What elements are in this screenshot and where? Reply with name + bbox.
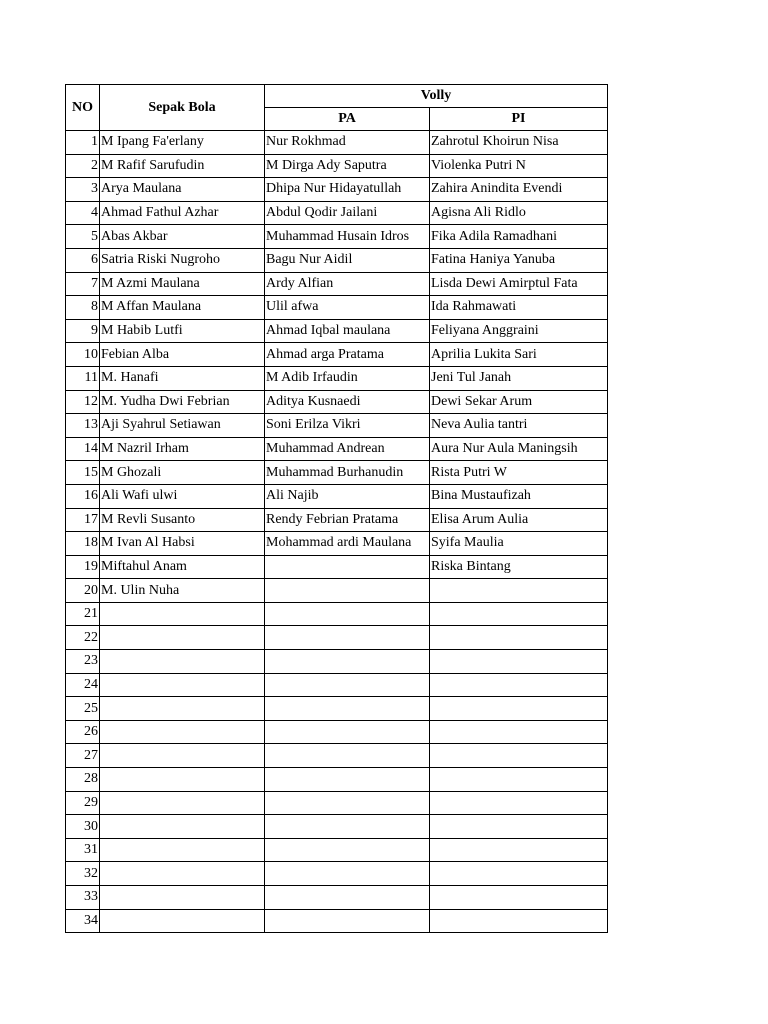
table-row <box>66 390 608 414</box>
row-number-cell: 27 <box>66 744 100 768</box>
table-row <box>66 319 608 343</box>
sepak-bola-name-cell <box>100 720 265 744</box>
sepak-bola-name-cell: M Habib Lutfi <box>100 319 265 343</box>
table-row <box>66 555 608 579</box>
sepak-bola-name-cell <box>100 838 265 862</box>
volly-pi-name-cell: Feliyana Anggraini <box>430 319 608 343</box>
row-number-cell: 15 <box>66 461 100 485</box>
volly-pi-name-cell <box>430 886 608 910</box>
row-number-cell: 20 <box>66 579 100 603</box>
sepak-bola-name-cell: M Affan Maulana <box>100 296 265 320</box>
volly-pa-name-cell: Ulil afwa <box>265 296 430 320</box>
table-row <box>66 532 608 556</box>
volly-pa-name-cell <box>265 555 430 579</box>
volly-pi-name-cell: Ida Rahmawati <box>430 296 608 320</box>
sepak-bola-name-cell <box>100 744 265 768</box>
volly-pi-name-cell: Elisa Arum Aulia <box>430 508 608 532</box>
table-row <box>66 650 608 674</box>
volly-pi-name-cell: Jeni Tul Janah <box>430 366 608 390</box>
volly-pa-name-cell: M Adib Irfaudin <box>265 366 430 390</box>
volly-pa-name-cell: Muhammad Husain Idros <box>265 225 430 249</box>
volly-pi-name-cell: Lisda Dewi Amirptul Fata <box>430 272 608 296</box>
volly-pi-name-cell <box>430 650 608 674</box>
sepak-bola-name-cell: M Rafif Sarufudin <box>100 154 265 178</box>
volly-pa-name-cell <box>265 909 430 933</box>
volly-pa-name-cell: Aditya Kusnaedi <box>265 390 430 414</box>
row-number-cell: 13 <box>66 414 100 438</box>
volly-pa-name-cell: Muhammad Andrean <box>265 437 430 461</box>
row-number-cell: 16 <box>66 484 100 508</box>
row-number-cell: 33 <box>66 886 100 910</box>
table-row <box>66 579 608 603</box>
sepak-bola-name-cell <box>100 815 265 839</box>
sepak-bola-name-cell: Ahmad Fathul Azhar <box>100 201 265 225</box>
table-body <box>66 131 608 933</box>
sepak-bola-name-cell <box>100 673 265 697</box>
row-number-cell: 31 <box>66 838 100 862</box>
header-volly: Volly <box>265 85 608 108</box>
table-row <box>66 791 608 815</box>
volly-pa-name-cell <box>265 673 430 697</box>
volly-pa-name-cell <box>265 862 430 886</box>
table-row <box>66 886 608 910</box>
table-row <box>66 154 608 178</box>
table-row <box>66 815 608 839</box>
sepak-bola-name-cell <box>100 626 265 650</box>
volly-pi-name-cell: Aura Nur Aula Maningsih <box>430 437 608 461</box>
header-no: NO <box>66 85 100 131</box>
volly-pa-name-cell: Abdul Qodir Jailani <box>265 201 430 225</box>
volly-pa-name-cell: Nur Rokhmad <box>265 131 430 155</box>
row-number-cell: 24 <box>66 673 100 697</box>
row-number-cell: 8 <box>66 296 100 320</box>
volly-pi-name-cell <box>430 697 608 721</box>
volly-pi-name-cell: Syifa Maulia <box>430 532 608 556</box>
volly-pa-name-cell: Mohammad ardi Maulana <box>265 532 430 556</box>
table-row <box>66 437 608 461</box>
row-number-cell: 10 <box>66 343 100 367</box>
sepak-bola-name-cell: M Ghozali <box>100 461 265 485</box>
volly-pa-name-cell <box>265 697 430 721</box>
volly-pi-name-cell: Rista Putri W <box>430 461 608 485</box>
table-row <box>66 508 608 532</box>
table-row <box>66 248 608 272</box>
volly-pa-name-cell <box>265 626 430 650</box>
table-row <box>66 461 608 485</box>
table-row <box>66 909 608 933</box>
row-number-cell: 1 <box>66 131 100 155</box>
sepak-bola-name-cell: Febian Alba <box>100 343 265 367</box>
row-number-cell: 21 <box>66 602 100 626</box>
sepak-bola-name-cell: Ali Wafi ulwi <box>100 484 265 508</box>
row-number-cell: 4 <box>66 201 100 225</box>
row-number-cell: 5 <box>66 225 100 249</box>
volly-pa-name-cell <box>265 720 430 744</box>
volly-pa-name-cell: Rendy Febrian Pratama <box>265 508 430 532</box>
row-number-cell: 32 <box>66 862 100 886</box>
volly-pa-name-cell <box>265 650 430 674</box>
sepak-bola-name-cell: M. Ulin Nuha <box>100 579 265 603</box>
row-number-cell: 19 <box>66 555 100 579</box>
volly-pi-name-cell <box>430 768 608 792</box>
volly-pi-name-cell: Riska Bintang <box>430 555 608 579</box>
row-number-cell: 7 <box>66 272 100 296</box>
header-row-top <box>66 85 608 108</box>
volly-pi-name-cell <box>430 579 608 603</box>
volly-pa-name-cell: Soni Erilza Vikri <box>265 414 430 438</box>
volly-pa-name-cell: Ali Najib <box>265 484 430 508</box>
row-number-cell: 28 <box>66 768 100 792</box>
volly-pa-name-cell <box>265 838 430 862</box>
sepak-bola-name-cell: M. Hanafi <box>100 366 265 390</box>
volly-pa-name-cell <box>265 886 430 910</box>
volly-pi-name-cell: Zahira Anindita Evendi <box>430 178 608 202</box>
volly-pi-name-cell <box>430 838 608 862</box>
table-row <box>66 862 608 886</box>
table-row <box>66 484 608 508</box>
volly-pi-name-cell <box>430 626 608 650</box>
volly-pi-name-cell <box>430 720 608 744</box>
sepak-bola-name-cell <box>100 697 265 721</box>
sepak-bola-name-cell: Satria Riski Nugroho <box>100 248 265 272</box>
volly-pa-name-cell <box>265 815 430 839</box>
volly-pi-name-cell: Zahrotul Khoirun Nisa <box>430 131 608 155</box>
volly-pa-name-cell: Ahmad Iqbal maulana <box>265 319 430 343</box>
sepak-bola-name-cell: Abas Akbar <box>100 225 265 249</box>
header-pa: PA <box>265 108 430 131</box>
header-pi: PI <box>430 108 608 131</box>
volly-pa-name-cell <box>265 744 430 768</box>
volly-pi-name-cell: Bina Mustaufizah <box>430 484 608 508</box>
volly-pa-name-cell <box>265 768 430 792</box>
volly-pi-name-cell: Fika Adila Ramadhani <box>430 225 608 249</box>
row-number-cell: 3 <box>66 178 100 202</box>
volly-pa-name-cell: Dhipa Nur Hidayatullah <box>265 178 430 202</box>
volly-pa-name-cell: Ardy Alfian <box>265 272 430 296</box>
table-row <box>66 838 608 862</box>
volly-pa-name-cell: Ahmad arga Pratama <box>265 343 430 367</box>
sepak-bola-name-cell <box>100 909 265 933</box>
table-header <box>66 85 608 131</box>
volly-pa-name-cell: Muhammad Burhanudin <box>265 461 430 485</box>
volly-pa-name-cell <box>265 602 430 626</box>
row-number-cell: 14 <box>66 437 100 461</box>
sepak-bola-name-cell: M Revli Susanto <box>100 508 265 532</box>
row-number-cell: 6 <box>66 248 100 272</box>
sepak-bola-name-cell: Aji Syahrul Setiawan <box>100 414 265 438</box>
table-row <box>66 131 608 155</box>
sepak-bola-name-cell <box>100 650 265 674</box>
table-row <box>66 626 608 650</box>
sepak-bola-name-cell: M. Yudha Dwi Febrian <box>100 390 265 414</box>
table-row <box>66 201 608 225</box>
table-row <box>66 720 608 744</box>
row-number-cell: 34 <box>66 909 100 933</box>
row-number-cell: 22 <box>66 626 100 650</box>
roster-table <box>65 84 608 933</box>
table-row <box>66 602 608 626</box>
table-row <box>66 272 608 296</box>
volly-pi-name-cell: Agisna Ali Ridlo <box>430 201 608 225</box>
row-number-cell: 25 <box>66 697 100 721</box>
volly-pi-name-cell <box>430 791 608 815</box>
row-number-cell: 9 <box>66 319 100 343</box>
table-row <box>66 343 608 367</box>
row-number-cell: 18 <box>66 532 100 556</box>
row-number-cell: 11 <box>66 366 100 390</box>
volly-pi-name-cell <box>430 673 608 697</box>
volly-pa-name-cell: M Dirga Ady Saputra <box>265 154 430 178</box>
volly-pa-name-cell: Bagu Nur Aidil <box>265 248 430 272</box>
volly-pa-name-cell <box>265 791 430 815</box>
sepak-bola-name-cell <box>100 886 265 910</box>
table-row <box>66 178 608 202</box>
volly-pi-name-cell <box>430 744 608 768</box>
row-number-cell: 2 <box>66 154 100 178</box>
sepak-bola-name-cell <box>100 602 265 626</box>
row-number-cell: 23 <box>66 650 100 674</box>
table-row <box>66 697 608 721</box>
volly-pi-name-cell: Dewi Sekar Arum <box>430 390 608 414</box>
row-number-cell: 17 <box>66 508 100 532</box>
row-number-cell: 26 <box>66 720 100 744</box>
table-row <box>66 744 608 768</box>
sepak-bola-name-cell: Arya Maulana <box>100 178 265 202</box>
table-row <box>66 366 608 390</box>
sepak-bola-name-cell: M Ipang Fa'erlany <box>100 131 265 155</box>
sepak-bola-name-cell: M Nazril Irham <box>100 437 265 461</box>
row-number-cell: 30 <box>66 815 100 839</box>
table-row <box>66 296 608 320</box>
volly-pi-name-cell <box>430 815 608 839</box>
sepak-bola-name-cell: Miftahul Anam <box>100 555 265 579</box>
volly-pi-name-cell: Violenka Putri N <box>430 154 608 178</box>
table-row <box>66 414 608 438</box>
header-sepak-bola: Sepak Bola <box>100 85 265 131</box>
row-number-cell: 29 <box>66 791 100 815</box>
volly-pi-name-cell <box>430 602 608 626</box>
sepak-bola-name-cell: M Azmi Maulana <box>100 272 265 296</box>
sepak-bola-name-cell <box>100 862 265 886</box>
volly-pi-name-cell <box>430 909 608 933</box>
sepak-bola-name-cell <box>100 768 265 792</box>
table-row <box>66 768 608 792</box>
table-row <box>66 225 608 249</box>
volly-pa-name-cell <box>265 579 430 603</box>
volly-pi-name-cell: Neva Aulia tantri <box>430 414 608 438</box>
volly-pi-name-cell <box>430 862 608 886</box>
volly-pi-name-cell: Fatina Haniya Yanuba <box>430 248 608 272</box>
sepak-bola-name-cell: M Ivan Al Habsi <box>100 532 265 556</box>
volly-pi-name-cell: Aprilia Lukita Sari <box>430 343 608 367</box>
table-row <box>66 673 608 697</box>
sepak-bola-name-cell <box>100 791 265 815</box>
row-number-cell: 12 <box>66 390 100 414</box>
